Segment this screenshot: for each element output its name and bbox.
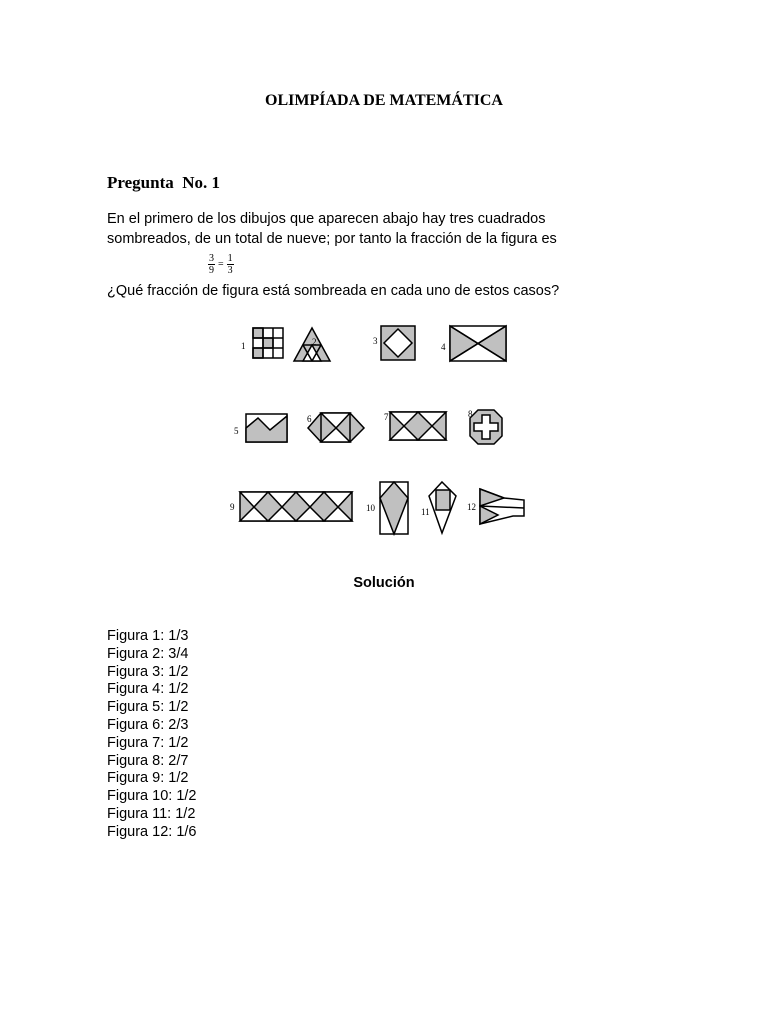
- figure-label-6: 6: [307, 414, 312, 424]
- figure-label-3: 3: [373, 336, 378, 346]
- figure-4: [450, 326, 506, 361]
- figure-label-1: 1: [241, 341, 246, 351]
- answer-item: Figura 10: 1/2: [107, 788, 197, 805]
- fraction-left: [208, 253, 215, 276]
- answer-item: Figura 4: 1/2: [107, 681, 189, 698]
- figure-label-2: 2: [312, 337, 317, 347]
- answer-item: Figura 1: 1/3: [107, 628, 189, 644]
- figure-7: [390, 412, 446, 440]
- answer-item: Figura 7: 1/2: [107, 734, 189, 751]
- answer-item: Figura 3: 1/2: [107, 663, 189, 680]
- figure-label-8: 8: [468, 409, 473, 419]
- figures-illustration: [228, 318, 538, 543]
- answer-item: Figura 12: 1/6: [107, 823, 197, 840]
- question-prompt: ¿Qué fracción de figura está sombreada en cada uno de estos casos?: [107, 283, 560, 299]
- fraction-left-denominator: 9: [209, 265, 214, 276]
- solution-heading: Solución: [353, 575, 415, 591]
- fraction-right-denominator: 3: [227, 265, 233, 276]
- fraction-right-numerator: 1: [227, 253, 233, 264]
- question-intro: En el primero de los dibujos que aparecen abajo hay tres cuadrados sombreados, de un total de nueve; por tanto la fracción de la figura es: [107, 211, 557, 247]
- fraction-equation: [208, 253, 234, 276]
- answers-list: [107, 628, 196, 842]
- page-title: OLIMPÍADA DE MATEMÁTICA: [265, 92, 503, 109]
- figure-label-11: 11: [421, 507, 430, 517]
- figure-8: [470, 410, 502, 444]
- answer-item: Figura 6: 2/3: [107, 716, 189, 733]
- fraction-left-numerator: 3: [209, 253, 214, 264]
- figure-1: [253, 328, 283, 358]
- figure-label-5: 5: [234, 426, 239, 436]
- figure-9: [240, 492, 352, 521]
- answer-item: Figura 11: 1/2: [107, 805, 196, 822]
- answer-item: Figura 2: 3/4: [107, 645, 189, 662]
- figure-3: [381, 326, 415, 360]
- figure-5: [246, 414, 287, 442]
- answer-item: Figura 8: 2/7: [107, 752, 189, 769]
- figure-label-9: 9: [230, 502, 235, 512]
- answer-item: Figura 5: 1/2: [107, 699, 189, 716]
- answer-item: Figura 9: 1/2: [107, 770, 189, 787]
- figure-label-12: 12: [467, 502, 476, 512]
- figure-label-10: 10: [366, 503, 375, 513]
- fraction-equals: =: [218, 259, 224, 270]
- figure-6: [308, 413, 364, 442]
- figure-label-4: 4: [441, 342, 446, 352]
- figure-11: [429, 482, 456, 533]
- figure-10: [380, 482, 408, 534]
- figure-12: [480, 489, 524, 524]
- fraction-right: [227, 253, 234, 276]
- question-heading: Pregunta No. 1: [107, 173, 221, 192]
- figure-label-7: 7: [384, 412, 389, 422]
